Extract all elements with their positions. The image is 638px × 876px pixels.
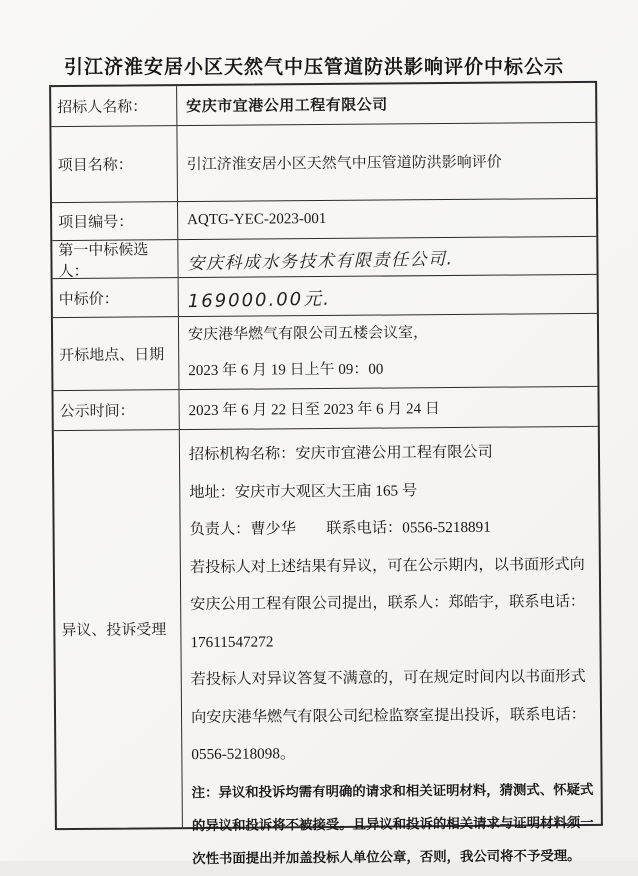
bid-opening-datetime: 2023 年 6 月 19 日上午 09：00 xyxy=(188,361,384,380)
publicity-period-value: 2023 年 6 月 22 日至 2023 年 6 月 24 日 xyxy=(188,401,440,420)
table-row-project-name xyxy=(51,123,596,203)
row-label: 异议、投诉受理 xyxy=(54,430,183,828)
row-label: 中标价： xyxy=(53,278,179,317)
agency-address-line: 地址：安庆市大观区大王庙 165 号 xyxy=(189,481,418,501)
table-row-objection-complaint xyxy=(54,427,601,866)
row-label: 项目编号： xyxy=(52,202,178,240)
bid-announcement-table xyxy=(49,81,603,866)
table-row-tenderer-name xyxy=(51,83,595,127)
table-row-first-winning-candidate xyxy=(52,237,596,279)
winning-price-handwritten-value: 169000.00元. xyxy=(187,288,332,313)
note-line: 注：异议和投诉均需有明确的请求和相关证明材料，猜测式、怀疑式的异议和投诉将不被接受。且异议和投诉的相关请求与证明材料须一次性书面提出并加盖投标人单位公章，否则，我公司将不予受理。 xyxy=(191,781,594,866)
row-label: 招标人名称： xyxy=(51,86,177,126)
table-row-bid-opening xyxy=(53,314,598,391)
objection-complaint-value xyxy=(180,427,601,866)
table-row-publicity-period xyxy=(53,387,597,431)
row-label: 公示时间： xyxy=(53,390,179,430)
winning-candidate-handwritten-value: 安庆科成水务技术有限责任公司. xyxy=(187,249,454,275)
page-title: 引江济淮安居小区天然气中压管道防洪影响评价中标公示 xyxy=(63,57,564,78)
agency-contact-line: 负责人：曹少华 联系电话：0556-5218891 xyxy=(189,518,491,539)
tenderer-name-value: 安庆市宜港公用工程有限公司 xyxy=(186,97,388,116)
row-label: 第一中标候选人： xyxy=(52,240,178,278)
bid-opening-value xyxy=(179,314,598,389)
complaint-procedure-line: 若投标人对异议答复不满意的，可在规定时间内以书面形式向安庆港华燃气有限公司纪检监察室提出投诉，联系电话：0556-5218098。 xyxy=(190,667,586,764)
table-row-project-number xyxy=(52,199,596,241)
objection-procedure-line: 若投标人对上述结果有异议，可在公示期内，以书面形式向安庆公用工程有限公司提出，联系人：郑皓宇，联系电话：17611547272 xyxy=(189,555,586,651)
project-number-value: AQTG-YEC-2023-001 xyxy=(187,210,327,229)
project-name-value: 引江济淮安居小区天然气中压管道防洪影响评价 xyxy=(186,154,502,174)
row-label: 项目名称： xyxy=(51,126,178,202)
bid-opening-place: 安庆港华燃气有限公司五楼会议室， xyxy=(187,325,429,344)
table-row-winning-price xyxy=(53,275,597,318)
row-label: 开标地点、日期 xyxy=(53,317,180,390)
agency-name-line: 招标机构名称：安庆市宜港公用工程有限公司 xyxy=(188,443,493,464)
